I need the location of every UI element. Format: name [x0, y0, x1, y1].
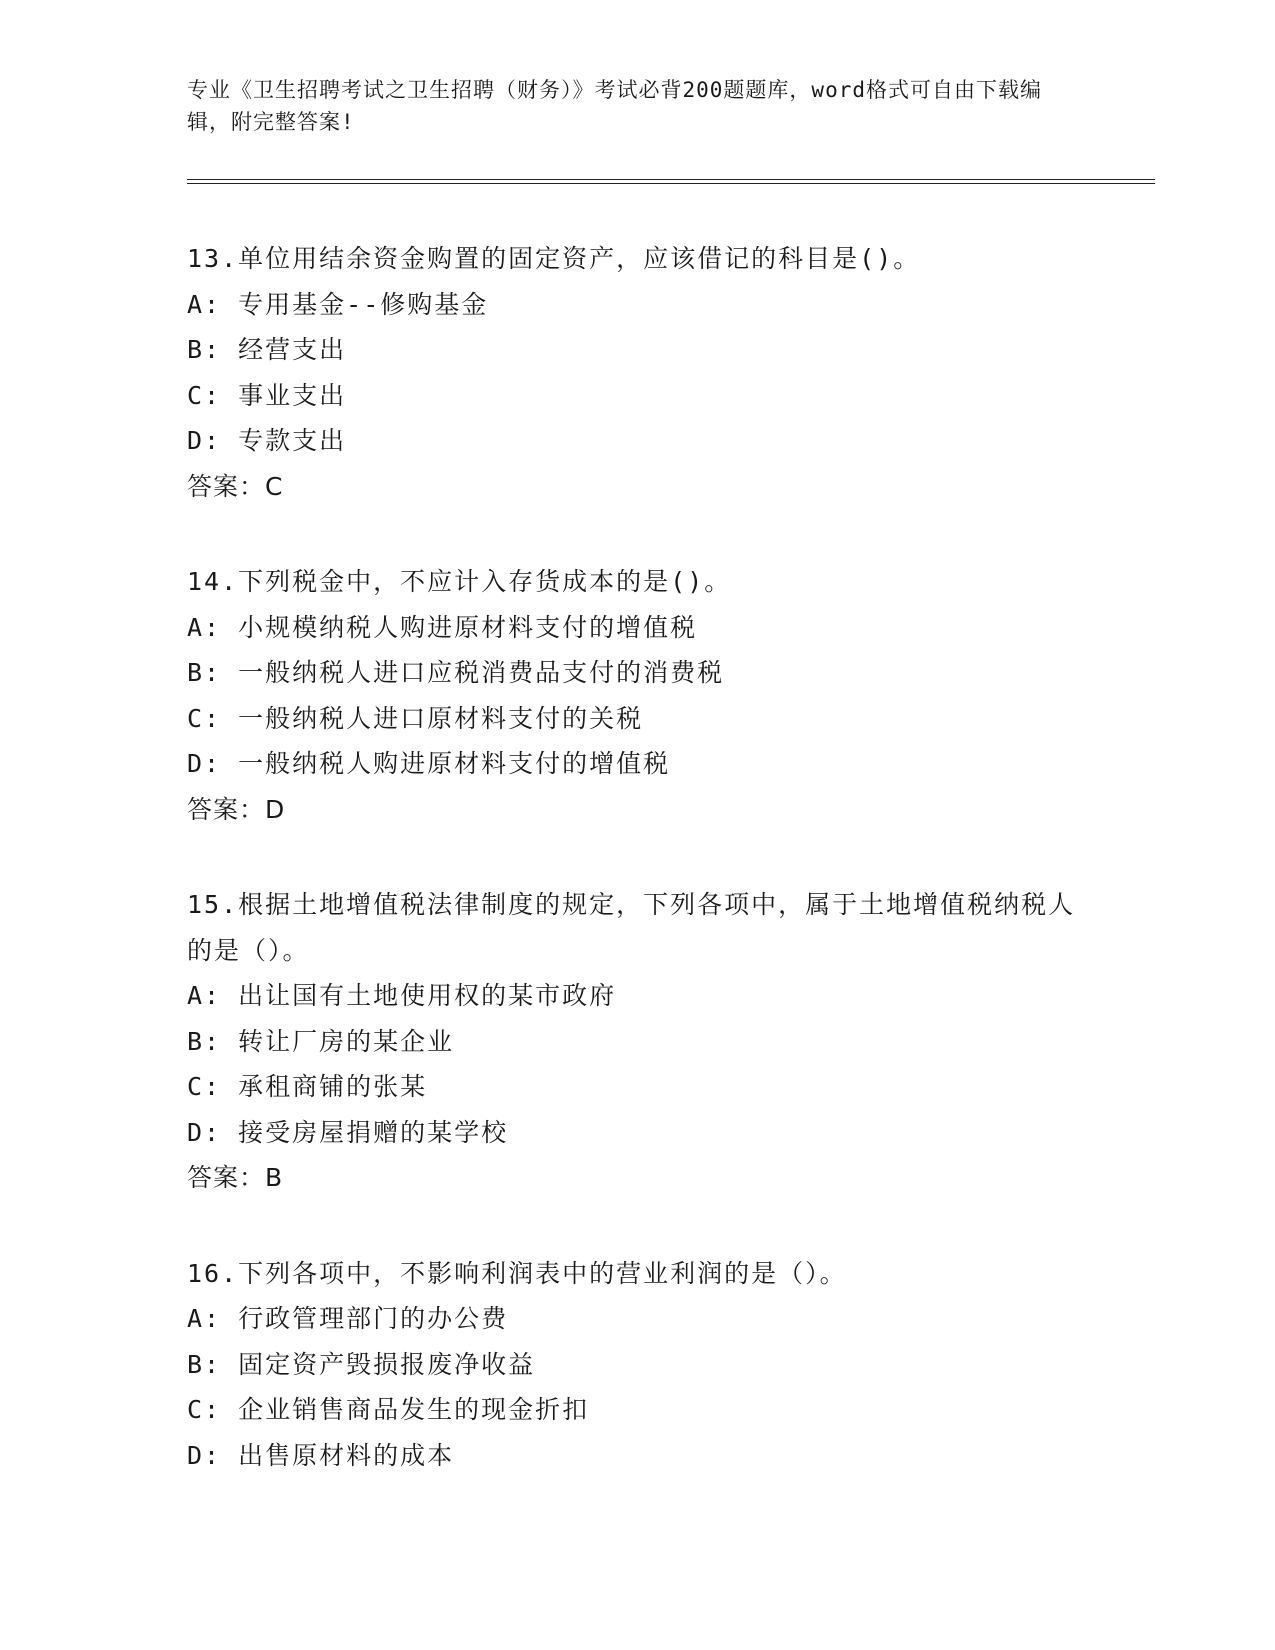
question-14: [187, 559, 1087, 832]
option-a: A: 小规模纳税人购进原材料支付的增值税: [187, 612, 698, 642]
option-d: D: 出售原材料的成本: [187, 1440, 455, 1470]
option-a: A: 专用基金--修购基金: [187, 289, 489, 319]
option-b: B: 转让厂房的某企业: [187, 1026, 455, 1056]
document-header: 专业《卫生招聘考试之卫生招聘（财务）》考试必背200题题库，word格式可自由下载编辑，附完整答案!: [187, 78, 1042, 134]
question-stem: 15.根据土地增值税法律制度的规定，下列各项中，属于土地增值税纳税人的是（）。: [187, 890, 1076, 965]
option-c: C: 一般纳税人进口原材料支付的关税: [187, 703, 644, 733]
answer: 答案：C: [187, 471, 284, 501]
answer: 答案：B: [187, 1163, 284, 1192]
option-a: A: 出让国有土地使用权的某市政府: [187, 981, 617, 1010]
option-d: D: 一般纳税人购进原材料支付的增值税: [187, 749, 671, 778]
header-rule-bottom: [187, 183, 1155, 184]
option-a: A: 行政管理部门的办公费: [187, 1304, 509, 1333]
option-c: C: 事业支出: [187, 380, 347, 410]
header-rule-top: [187, 179, 1155, 180]
option-d: D: 专款支出: [187, 426, 347, 455]
option-b: B: 固定资产毁损报废净收益: [187, 1349, 536, 1379]
question-list: [187, 236, 1087, 1528]
option-b: B: 一般纳税人进口应税消费品支付的消费税: [187, 658, 725, 687]
question-stem: 13.单位用结余资金购置的固定资产，应该借记的科目是()。: [187, 244, 921, 273]
answer: 答案：D: [187, 794, 286, 824]
question-15: [187, 882, 1087, 1201]
option-b: B: 经营支出: [187, 335, 347, 364]
option-d: D: 接受房屋捐赠的某学校: [187, 1117, 509, 1147]
question-stem: 14.下列税金中，不应计入存货成本的是()。: [187, 567, 732, 596]
option-c: C: 承租商铺的张某: [187, 1072, 428, 1101]
option-c: C: 企业销售商品发生的现金折扣: [187, 1395, 590, 1424]
question-16: [187, 1251, 1087, 1479]
question-stem: 16.下列各项中，不影响利润表中的营业利润的是（）。: [187, 1258, 847, 1288]
question-13: [187, 236, 1087, 509]
